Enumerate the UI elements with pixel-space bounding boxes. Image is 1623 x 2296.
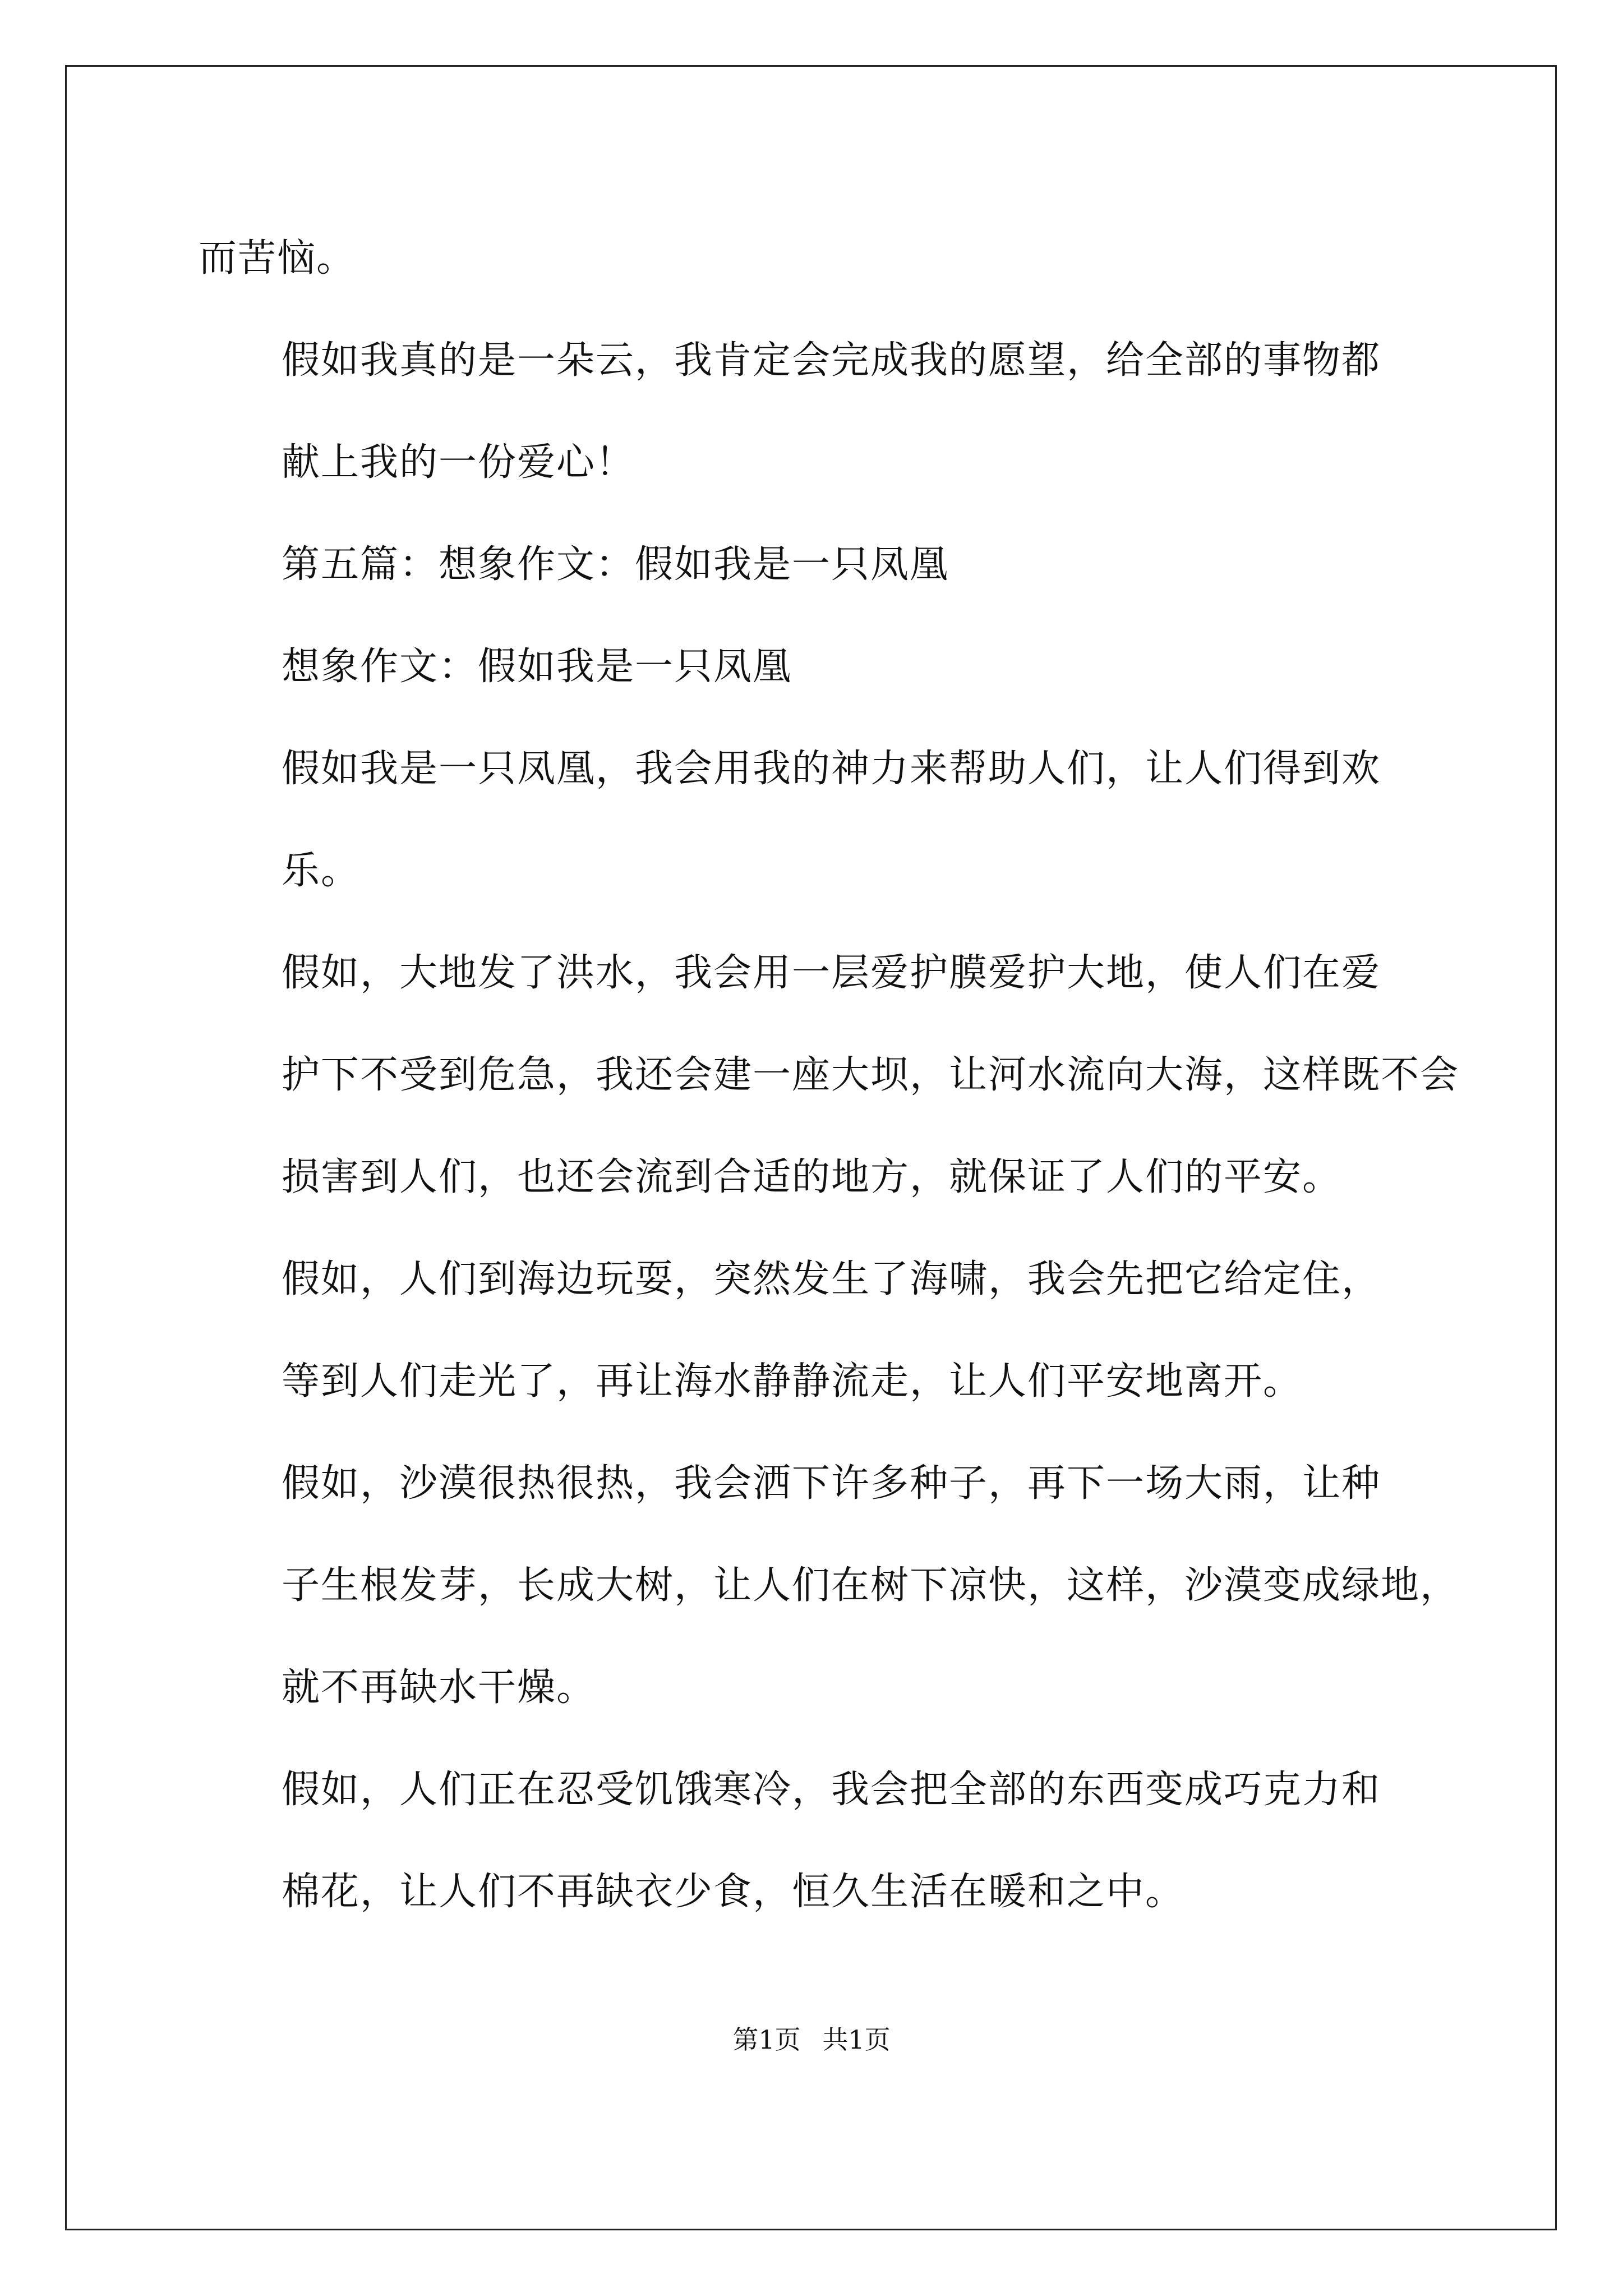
text-line: 等到人们走光了，再让海水静静流走，让人们平安地离开。: [282, 1359, 1303, 1404]
paragraph: [199, 1228, 1432, 1433]
document-body: [199, 208, 1460, 1943]
text-line: 假如，人们到海边玩耍，突然发生了海啸，我会先把它给定住，: [282, 1257, 1381, 1301]
paragraph: [199, 922, 1460, 1228]
text-line: 假如我真的是一朵云，我肯定会完成我的愿望，给全部的事物都: [282, 338, 1381, 383]
paragraph: [199, 310, 1432, 514]
page-total: 共1页: [822, 2024, 891, 2055]
text-line: 护下不受到危急，我还会建一座大坝，让河水流向大海，这样既不会: [282, 1053, 1460, 1097]
paragraph: [199, 718, 1432, 922]
text-line: 棉花，让人们不再缺衣少食，恒久生活在暖和之中。: [282, 1870, 1185, 1914]
page-footer: [0, 2019, 1623, 2056]
paragraph: [199, 1739, 1432, 1943]
paragraph: [199, 514, 1432, 616]
text-line: 乐。: [282, 849, 361, 893]
paragraph: [199, 1433, 1460, 1739]
text-line: 损害到人们，也还会流到合适的地方，就保证了人们的平安。: [282, 1155, 1342, 1199]
text-line: 第五篇：想象作文：假如我是一只凤凰: [282, 542, 949, 587]
text-line: 假如我是一只凤凰，我会用我的神力来帮助人们，让人们得到欢: [282, 747, 1381, 791]
text-line: 献上我的一份爱心！: [282, 440, 635, 485]
text-line: 而苦恼。: [199, 236, 356, 280]
text-line: 假如，人们正在忍受饥饿寒冷，我会把全部的东西变成巧克力和: [282, 1768, 1381, 1812]
paragraph: [199, 616, 1432, 718]
text-line: 就不再缺水干燥。: [282, 1665, 596, 1710]
text-line: 假如，大地发了洪水，我会用一层爱护膜爱护大地，使人们在爱: [282, 951, 1381, 995]
text-line: 想象作文：假如我是一只凤凰: [282, 645, 792, 689]
text-line: 假如，沙漠很热很热，我会洒下许多种子，再下一场大雨，让种: [282, 1461, 1381, 1506]
paragraph: [199, 208, 1432, 310]
page-number: 第1页: [732, 2024, 801, 2055]
text-line: 子生根发芽，长成大树，让人们在树下凉快，这样，沙漠变成绿地，: [282, 1563, 1460, 1608]
